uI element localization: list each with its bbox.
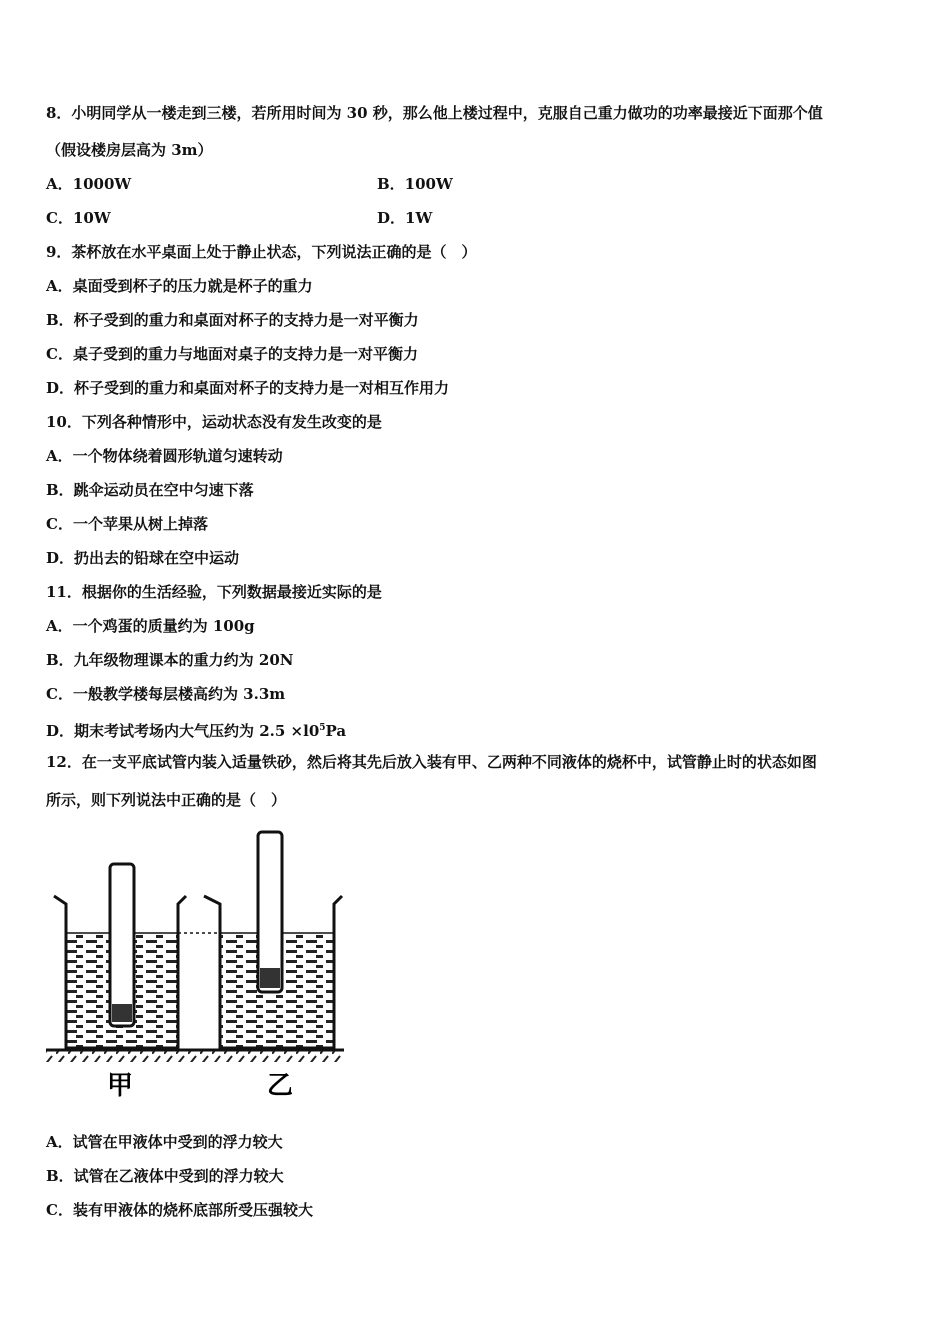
q9-stem: 9．茶杯放在水平桌面上处于静止状态，下列说法正确的是（ ） <box>46 243 477 261</box>
iron-sand-jia <box>112 1004 132 1022</box>
q8-option-a: A．1000W <box>46 175 132 193</box>
iron-sand-yi <box>260 968 280 988</box>
q10-stem: 10．下列各种情形中，运动状态没有发生改变的是 <box>46 413 382 431</box>
q11-option-b: B．九年级物理课本的重力约为 20N <box>46 651 294 669</box>
q11-option-d <box>46 718 346 741</box>
tube-jia <box>110 864 134 1026</box>
q8-stem-line2: （假设楼房层高为 3m） <box>46 141 213 159</box>
q9-option-d: D．杯子受到的重力和桌面对杯子的支持力是一对相互作用力 <box>46 379 450 397</box>
q8-option-c: C．10W <box>46 209 111 227</box>
q11-stem: 11．根据你的生活经验，下列数据最接近实际的是 <box>46 583 382 601</box>
ground <box>46 1050 344 1062</box>
q10-option-b: B．跳伞运动员在空中匀速下落 <box>46 481 254 499</box>
q10-option-a: A．一个物体绕着圆形轨道匀速转动 <box>46 447 283 465</box>
q12-figure <box>44 826 354 1106</box>
label-yi: 乙 <box>266 1071 294 1101</box>
q8-option-d: D．1W <box>377 209 433 227</box>
q10-option-d: D．扔出去的铅球在空中运动 <box>46 549 240 567</box>
tube-yi <box>258 832 282 992</box>
q11-option-d-exponent: 5 <box>319 723 326 733</box>
q12-stem-line2: 所示，则下列说法中正确的是（ ） <box>46 791 287 809</box>
q9-option-c: C．桌子受到的重力与地面对桌子的支持力是一对平衡力 <box>46 345 418 363</box>
q12-option-c: C．装有甲液体的烧杯底部所受压强较大 <box>46 1201 313 1219</box>
beaker-jia <box>54 864 186 1048</box>
q11-option-d-unit: Pa <box>325 722 347 740</box>
q8-option-b: B．100W <box>377 175 453 193</box>
q12-option-a: A．试管在甲液体中受到的浮力较大 <box>46 1133 283 1151</box>
beaker-yi <box>204 832 342 1048</box>
q12-stem-line1: 12．在一支平底试管内装入适量铁砂，然后将其先后放入装有甲、乙两种不同液体的烧杯中，试管静止时的状态如图 <box>46 753 817 771</box>
q9-option-b: B．杯子受到的重力和桌面对杯子的支持力是一对平衡力 <box>46 311 419 329</box>
q12-option-b: B．试管在乙液体中受到的浮力较大 <box>46 1167 284 1185</box>
q11-option-d-text: D．期末考试考场内大气压约为 2.5 ×l0 <box>46 722 320 740</box>
label-jia: 甲 <box>106 1071 134 1101</box>
q11-option-a: A．一个鸡蛋的质量约为 100g <box>46 617 255 635</box>
q10-option-c: C．一个苹果从树上掉落 <box>46 515 208 533</box>
q11-option-c: C．一般教学楼每层楼高约为 3.3m <box>46 685 286 703</box>
q9-option-a: A．桌面受到杯子的压力就是杯子的重力 <box>46 277 313 295</box>
q8-stem-line1: 8．小明同学从一楼走到三楼，若所用时间为 30 秒，那么他上楼过程中，克服自己重力做功的功率最接近下面那个值 <box>46 104 823 122</box>
